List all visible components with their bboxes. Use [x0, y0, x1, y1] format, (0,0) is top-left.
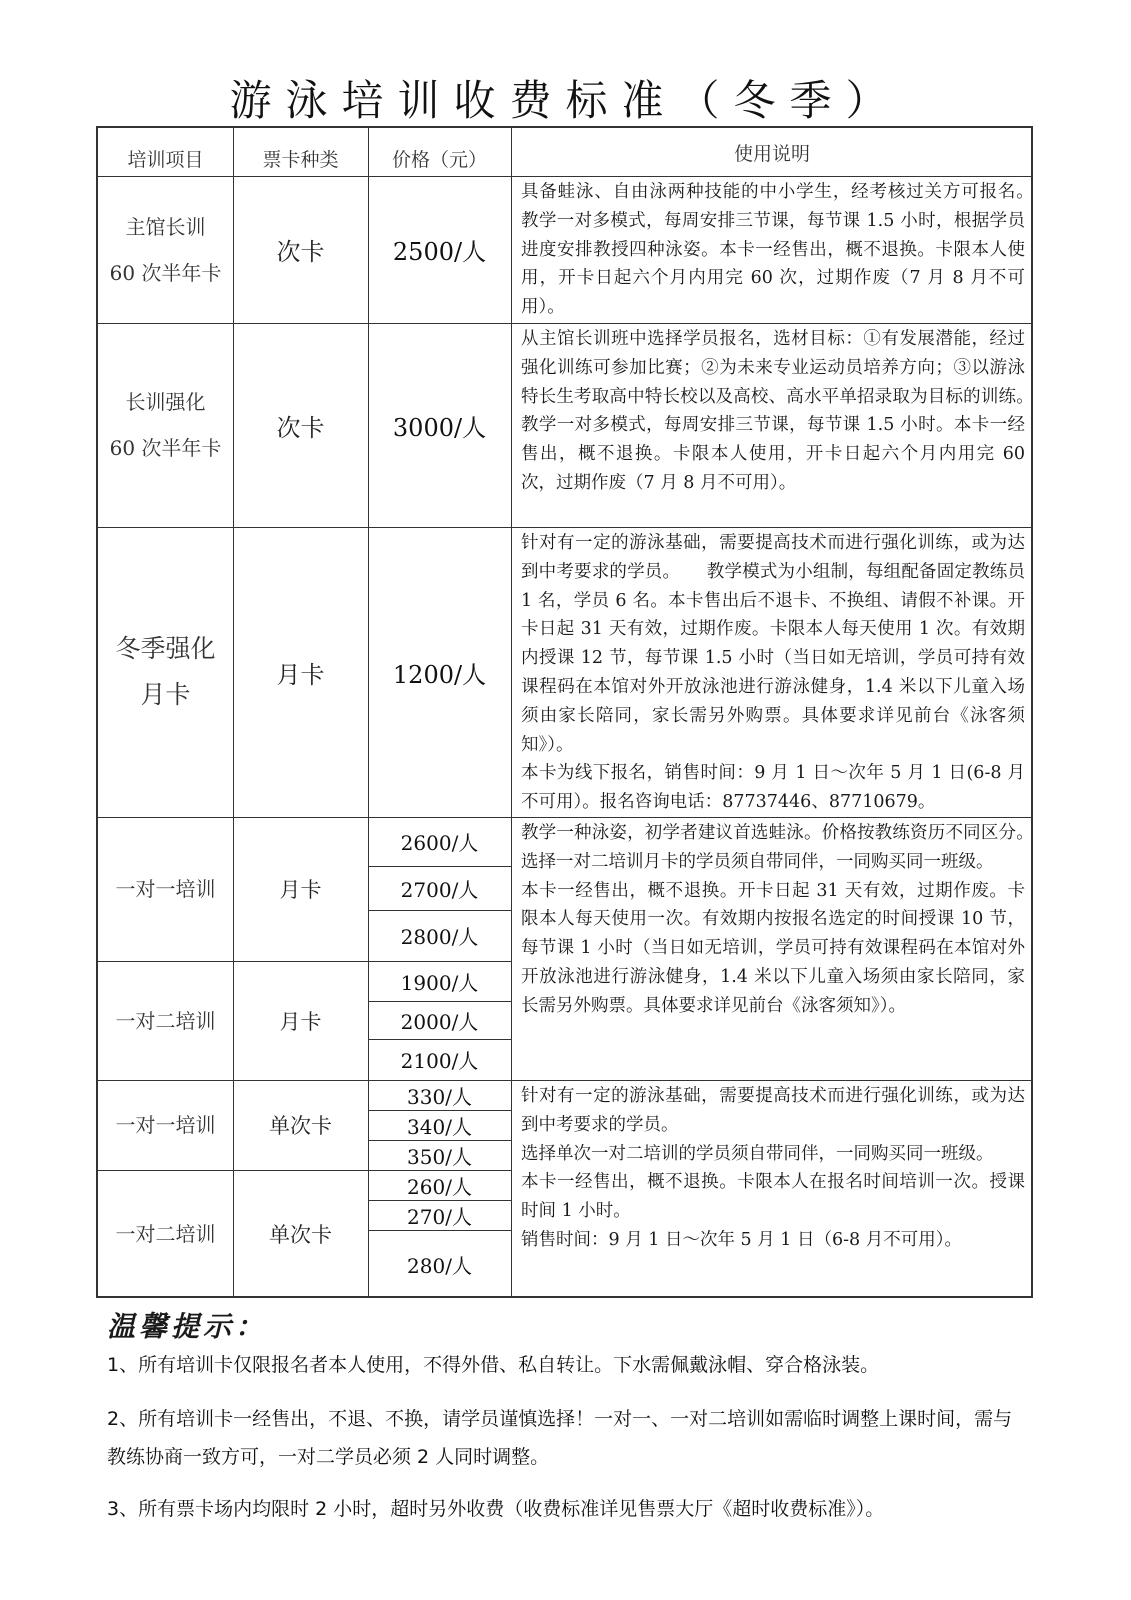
row-price: 2000/人	[400, 1009, 479, 1034]
row-description	[511, 529, 1033, 817]
row-card-type: 次卡	[276, 238, 325, 266]
row-item-one-on-two-single: 一对二培训	[115, 1222, 216, 1246]
item-line: 主馆长训	[125, 214, 206, 239]
row-price: 2700/人	[400, 877, 479, 902]
row-price: 2100/人	[400, 1049, 479, 1073]
row-price: 1200/人	[392, 660, 487, 689]
item-line: 月卡	[140, 680, 191, 709]
header-price: 价格（元）	[391, 148, 487, 171]
tip-item: 1、所有培训卡仅限报名者本人使用，不得外借、私自转让。下水需佩戴泳帽、穿合格泳装。	[107, 1354, 880, 1376]
row-price: 270/人	[407, 1204, 472, 1229]
description-text: 针对有一定的游泳基础，需要提高技术而进行强化训练，或为达到中考要求的学员。	[521, 1086, 1025, 1135]
item-line: 60 次半年卡	[109, 260, 222, 285]
row-card-type: 单次卡	[269, 1114, 332, 1138]
monthly-description	[511, 819, 1043, 1021]
header-item: 培训项目	[127, 148, 204, 171]
row-item-main-long-training	[98, 176, 233, 323]
page-title: 游泳培训收费标准（冬季）	[229, 76, 902, 125]
row-description	[511, 178, 1060, 322]
row-card-type: 单次卡	[269, 1223, 332, 1247]
description-text: 具备蛙泳、自由泳两种技能的中小学生，经考核过关方可报名。 教学一对多模式，每周安排三节课，每节课 1.5 小时，根据学员进度安排教授四种泳姿。本卡一经售出，概不退换。卡限本人使用，开卡日起六个月内用完 60 次，过期作废（7 月 8 月不可用）。	[521, 182, 1060, 318]
header-description: 使用说明	[733, 142, 810, 165]
description-text: 选择单次一对二培训的学员须自带同伴，一同购买同一班级。	[521, 1143, 994, 1164]
description-text: 从主馆长训班中选择学员报名，选材目标：①有发展潜能，经过强化训练可参加比赛；②为未来专业运动员培养方向；③以游泳特长生考取高中特长校以及高校、高水平单招录取为目标的训练。 教学一对多模式，每周安排三节课，每节课 1.5 小时。本卡一经售出，概不退换。卡限本人使用，开卡日起六个月内用完 60 次，过期作废（7 月 8 月不可用）。	[521, 329, 1060, 493]
row-price: 340/人	[407, 1114, 472, 1139]
row-price: 1900/人	[400, 970, 479, 995]
description-text: 销售时间：9 月 1 日～次年 5 月 1 日（6-8 月不可用）。	[521, 1229, 962, 1250]
description-text: 本卡一经售出，概不退换。开卡日起 31 天有效，过期作废。卡限本人每天使用一次。有效期内按报名选定的时间授课 10 节，每节课 1 小时（当日如无培训，学员可持有效课程码在本馆对外开放泳池进行游泳健身，1.4 米以下儿童入场须由家长陪同，家长需另外购票。具体要求详见前台《泳客须知》）。	[521, 880, 1025, 1016]
row-item-one-on-one-monthly: 一对一培训	[115, 877, 216, 901]
row-price: 260/人	[407, 1174, 472, 1199]
description-text: 针对有一定的游泳基础，需要提高技术而进行强化训练，或为达到中考要求的学员。 教学模式为小组制，每组配备固定教练员 1 名，学员 6 名。本卡售出后不退卡、不换组、请假不补课。开卡日起 31 天有效，过期作废。卡限本人每天使用 1 次。有效期内授课 12 节，每节课 1.5 小时（当日如无培训，学员可持有效课程码在本馆对外开放泳池进行游泳健身，1.4 米以下儿童入场须由家长陪同，家长需另外购票。具体要求详见前台《泳客须知》）。	[521, 533, 1025, 755]
row-item-one-on-one-single: 一对一培训	[115, 1113, 216, 1137]
description-text: 本卡为线下报名，销售时间：9 月 1 日～次年 5 月 1 日(6-8 月不可用）。报名咨询电话：87737446、87710679。	[521, 763, 1025, 813]
row-price: 2600/人	[400, 831, 479, 855]
item-line: 长训强化	[125, 390, 206, 414]
description-text: 本卡一经售出，概不退换。卡限本人在报名时间培训一次。授课时间 1 小时。	[521, 1172, 1025, 1222]
row-card-type: 月卡	[276, 660, 325, 689]
tips-title: 温馨提示：	[107, 1310, 268, 1343]
item-line: 60 次半年卡	[109, 436, 222, 460]
row-price: 3000/人	[392, 413, 487, 442]
row-price: 280/人	[407, 1253, 472, 1278]
row-description	[511, 325, 1060, 498]
single-description	[511, 1082, 1033, 1255]
pricing-table	[96, 126, 1060, 1298]
row-price: 2500/人	[392, 238, 487, 266]
row-item-one-on-two-monthly: 一对二培训	[115, 1008, 216, 1033]
row-price: 2800/人	[400, 925, 479, 949]
item-line: 冬季强化	[115, 634, 216, 663]
header-card-type: 票卡种类	[262, 148, 339, 171]
row-item-winter-intensive	[98, 527, 233, 817]
row-card-type: 次卡	[276, 413, 325, 442]
row-card-type: 月卡	[279, 878, 322, 902]
row-item-long-training-intensive	[98, 323, 233, 527]
tip-item: 2、所有培训卡一经售出，不退、不换，请学员谨慎选择！一对一、一对二培训如需临时调整上课时间，需与教练协商一致方可，一对二学员必须 2 人同时调整。	[107, 1408, 1013, 1468]
row-price: 350/人	[407, 1144, 472, 1169]
row-card-type: 月卡	[279, 1009, 322, 1034]
description-text: 教学一种泳姿，初学者建议首选蛙泳。价格按教练资历不同区分。 选择一对二培训月卡的学员须自带同伴，一同购买同一班级。	[521, 823, 1043, 872]
row-price: 330/人	[407, 1084, 472, 1109]
tip-item: 3、所有票卡场内均限时 2 小时，超时另外收费（收费标准详见售票大厅《超时收费标准》）。	[107, 1498, 885, 1520]
